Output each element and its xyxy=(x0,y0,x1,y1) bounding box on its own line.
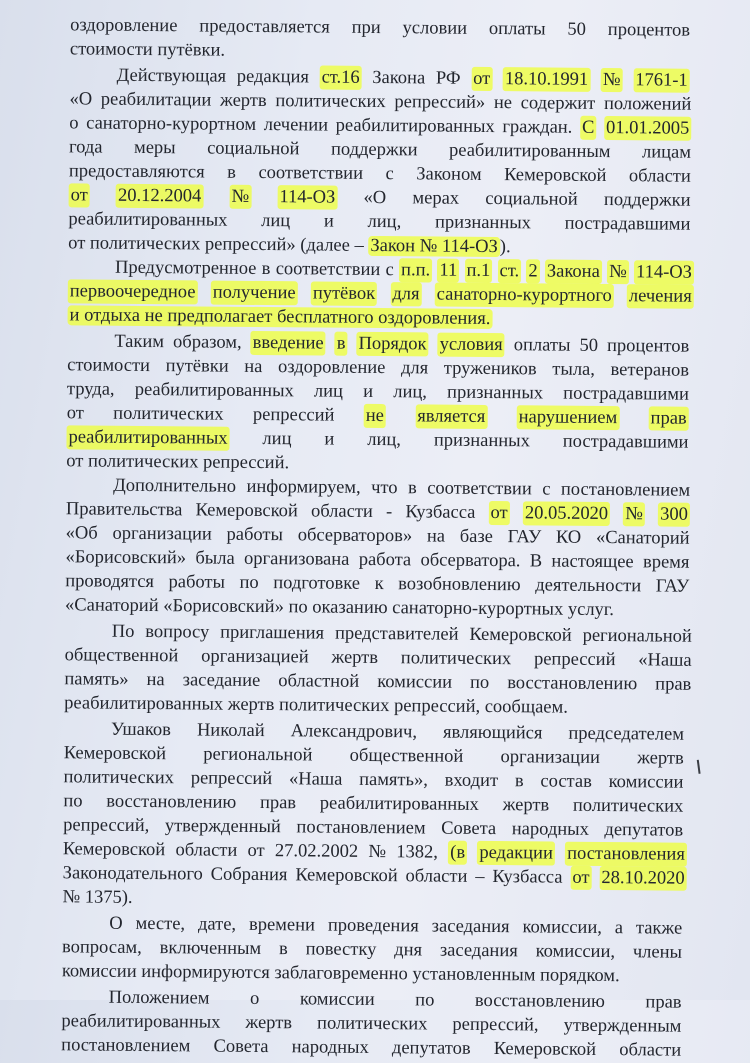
word: постановления xyxy=(565,842,687,867)
word: Кузбасса xyxy=(405,502,476,523)
word: входит xyxy=(444,770,499,792)
word: редакция xyxy=(236,66,310,88)
word: лиц, xyxy=(367,211,402,233)
word: поддержки xyxy=(330,139,418,161)
word: нарушением xyxy=(517,405,620,430)
word: Кемеровской xyxy=(195,500,298,522)
word: репрессий xyxy=(252,404,335,426)
word: 11 xyxy=(437,259,459,283)
word: Законом xyxy=(416,164,482,185)
word: работа xyxy=(358,549,412,571)
word: процентов xyxy=(606,336,690,357)
word: Ушаков xyxy=(110,719,172,741)
word: граждан. xyxy=(502,117,573,138)
word: восстановлению xyxy=(106,791,237,813)
word: по xyxy=(415,990,435,1011)
word: лицам xyxy=(641,142,692,163)
word: в xyxy=(227,162,237,183)
word: возобновлению xyxy=(398,574,521,596)
word: восстановлению xyxy=(507,673,638,695)
word: реабилитированным xyxy=(448,140,611,163)
word: оплаты xyxy=(488,18,546,40)
word: с xyxy=(385,164,394,185)
word: лиц, xyxy=(393,382,428,403)
word: Собрания xyxy=(210,864,288,886)
word: жертв xyxy=(637,748,684,769)
word: депутатов xyxy=(391,1038,471,1059)
word: для xyxy=(400,358,429,379)
word: реабилитированных xyxy=(335,115,495,138)
highlight-mark: и отдыха не предполагает бесплатного оздоровления. xyxy=(69,305,491,329)
word: базе xyxy=(459,526,494,548)
word: Закона xyxy=(545,259,602,283)
text-line: комиссии информируются заблаговременно установленным порядком. xyxy=(61,961,620,987)
word: организации xyxy=(112,523,212,545)
word: ветеранов xyxy=(610,360,690,381)
word: председателем xyxy=(568,723,685,745)
word: времени xyxy=(248,914,316,936)
word: получение xyxy=(211,281,298,306)
word: первоочередное xyxy=(68,279,198,304)
word: области xyxy=(619,1040,682,1061)
word: по xyxy=(469,672,490,694)
word: Закона xyxy=(372,67,426,89)
word: соответствии xyxy=(258,162,364,184)
word: постановлением xyxy=(61,1035,191,1057)
word: от xyxy=(471,67,492,91)
word: 300 xyxy=(658,502,690,526)
word: от xyxy=(570,866,591,890)
word: не xyxy=(493,93,513,114)
word: года xyxy=(68,137,103,158)
word: утвержденный xyxy=(164,816,281,838)
text-line: № 1375). xyxy=(62,887,133,908)
word: реабилитированных xyxy=(68,209,228,231)
word: областной xyxy=(278,671,360,692)
word: соответствии xyxy=(275,259,381,281)
word: и xyxy=(323,211,334,232)
text-line: от политических репрессий» (далее – Закон № 114-ОЗ). xyxy=(68,233,511,258)
word: организована xyxy=(243,548,350,570)
word: п.п. xyxy=(399,258,432,282)
word: к xyxy=(374,574,384,595)
word: «Борисовский» xyxy=(65,547,187,569)
word: от xyxy=(247,840,265,862)
word: социальной xyxy=(207,138,300,160)
word: ст. xyxy=(497,259,521,283)
text-line xyxy=(1,303,750,334)
word: социальной xyxy=(485,188,578,210)
word: в xyxy=(278,939,288,960)
word: приглашения xyxy=(220,622,325,644)
word: реабилитированных xyxy=(61,1011,221,1033)
word: «Наша xyxy=(288,769,343,790)
word: политических xyxy=(316,1013,428,1035)
word: № xyxy=(368,841,387,863)
word: пострадавшими xyxy=(563,383,690,405)
word: № xyxy=(623,502,645,526)
word: память» xyxy=(64,669,129,690)
word: постановлением xyxy=(296,817,426,839)
word: депутатов xyxy=(604,820,684,841)
word: редакции xyxy=(477,841,555,866)
word: по xyxy=(239,572,259,593)
word: репрессий xyxy=(533,649,616,671)
word: организации xyxy=(500,747,601,768)
word: 01.01.2005 xyxy=(604,116,691,141)
word: при xyxy=(351,17,381,39)
word: 1761-1 xyxy=(633,68,690,92)
word: лиц xyxy=(261,210,291,232)
word: стоимости xyxy=(67,355,151,377)
word: 50 xyxy=(579,335,599,356)
word: «Об xyxy=(65,523,98,544)
word: в xyxy=(335,332,348,356)
word: ГАУ xyxy=(507,527,542,548)
word: на xyxy=(426,526,446,547)
word: политических xyxy=(572,795,684,817)
word: «Санаторий xyxy=(595,527,690,549)
word: условии xyxy=(402,18,468,39)
word: политических xyxy=(63,767,175,789)
word: Предусмотренное xyxy=(114,257,257,279)
word: от xyxy=(488,501,509,525)
word: жертв xyxy=(245,1012,293,1034)
word: оплаты xyxy=(513,335,571,356)
word: Кемеровской xyxy=(295,865,398,887)
word: состав xyxy=(540,771,592,792)
word: С xyxy=(580,116,597,140)
word: соответствии xyxy=(427,478,532,500)
word: 27.02.2002 xyxy=(274,841,359,862)
word: память», xyxy=(359,769,428,791)
word: настоящее xyxy=(551,551,634,573)
word: путёвки xyxy=(165,356,229,377)
word: месте, xyxy=(135,913,186,935)
word: и xyxy=(324,429,335,450)
word: В xyxy=(529,551,543,572)
word: 20.05.2020 xyxy=(523,501,610,526)
word: лечения xyxy=(627,284,694,309)
word: Порядок xyxy=(356,332,428,357)
word: лиц xyxy=(262,429,292,450)
word: области xyxy=(628,166,691,187)
word: на xyxy=(146,670,165,691)
word: информируем, xyxy=(246,476,361,498)
word: восстановлению xyxy=(474,990,605,1013)
word: с xyxy=(542,479,551,500)
word: предоставляются xyxy=(68,161,205,183)
word: 20.12.2004 xyxy=(116,184,203,209)
word: лиц, xyxy=(367,429,402,451)
word: в xyxy=(407,478,417,499)
word: условия xyxy=(438,333,505,358)
word: не xyxy=(364,404,386,428)
word: прав xyxy=(648,406,688,430)
word: «Наша xyxy=(638,650,692,671)
word: обсерватора. xyxy=(420,550,521,572)
word: 114-ОЗ xyxy=(277,185,337,210)
text-line: «Санаторий «Борисовский» по оказанию санаторно-курортных услуг. xyxy=(64,595,615,621)
word: народных xyxy=(291,1037,369,1058)
word: области xyxy=(175,840,238,861)
word: региональной xyxy=(203,744,313,766)
word: По xyxy=(111,621,135,642)
word: региональной xyxy=(582,625,692,647)
word: общественной xyxy=(64,645,179,667)
word: комиссии xyxy=(608,772,684,793)
word: о xyxy=(249,988,260,1010)
word: репрессий, xyxy=(63,815,150,837)
word: репрессий, xyxy=(452,1014,539,1036)
text-line: реабилитированных жертв политических репрессий, сообщаем. xyxy=(64,693,568,718)
word: от xyxy=(66,403,84,424)
word: реабилитированных xyxy=(66,425,229,450)
word: тыла, xyxy=(552,359,596,380)
word: была xyxy=(195,548,235,569)
word: заседания xyxy=(439,940,518,962)
word: путёвок xyxy=(311,281,378,306)
word: деятельности xyxy=(535,575,642,597)
word: организацией xyxy=(201,646,309,668)
word: являющийся xyxy=(442,722,543,744)
word: подготовке xyxy=(273,573,361,594)
word: пострадавшими xyxy=(562,431,689,453)
text-line: от политических репрессий. xyxy=(66,451,290,474)
word: политических xyxy=(400,648,512,670)
word: признанных xyxy=(434,212,532,234)
word: 18.10.1991 xyxy=(503,67,590,92)
word: на xyxy=(244,356,263,378)
word: комиссии, xyxy=(522,917,602,938)
word: члены xyxy=(632,942,683,963)
word: Совета xyxy=(213,1036,269,1058)
word: лиц xyxy=(313,381,344,402)
word: Кемеровской xyxy=(469,624,572,646)
text-line: стоимости путёвки. xyxy=(69,39,226,61)
word: политических xyxy=(275,91,386,113)
word: вопросам, xyxy=(61,937,142,958)
word: 2 xyxy=(526,259,539,283)
word: в xyxy=(514,771,524,792)
word: дня xyxy=(394,940,423,961)
word: Совета xyxy=(441,818,497,840)
word: Кузбасса xyxy=(492,867,563,888)
word: что xyxy=(371,477,398,499)
word: меры xyxy=(133,137,176,159)
word: лечении xyxy=(263,115,329,136)
word: является xyxy=(415,404,487,429)
word: Николай xyxy=(196,720,265,742)
word: области xyxy=(310,501,373,522)
word: жертв xyxy=(502,795,550,816)
word: от xyxy=(69,183,90,207)
word: работы xyxy=(168,572,226,593)
word: 114-ОЗ xyxy=(634,260,694,285)
word: РФ xyxy=(435,68,461,89)
word: признанных xyxy=(447,382,544,404)
word: заседания xyxy=(431,916,510,938)
word: репрессий» xyxy=(394,92,486,113)
word: общественной xyxy=(349,745,464,767)
word: по xyxy=(63,791,83,812)
word: обсерваторов» xyxy=(297,525,413,547)
word: оздоровление xyxy=(277,357,386,379)
word: поддержки xyxy=(603,189,691,211)
word: народных xyxy=(511,819,589,840)
word: ГАУ xyxy=(655,576,690,597)
word: комиссии xyxy=(377,672,453,693)
highlight-mark: Закон № 114-ОЗ xyxy=(370,235,498,258)
word: 28.10.2020 xyxy=(599,866,686,891)
word: прав xyxy=(259,793,297,814)
word: тружеников xyxy=(443,358,537,380)
word: Таким xyxy=(114,331,165,353)
word: процентов xyxy=(607,20,691,41)
word: реабилитированных xyxy=(134,379,294,402)
word: проводятся xyxy=(65,571,155,593)
word: предоставляется xyxy=(199,16,330,38)
word: «О xyxy=(69,89,93,110)
word: время xyxy=(642,552,690,573)
word: прав xyxy=(655,674,692,695)
word: 50 xyxy=(567,19,587,40)
word: комиссии xyxy=(299,989,375,1011)
word: санаторно-курортного xyxy=(435,283,614,309)
word: дате, xyxy=(197,914,237,935)
word: для xyxy=(390,282,421,306)
word: О xyxy=(109,913,123,934)
word: Дополнительно xyxy=(113,475,237,497)
word: включенным xyxy=(159,938,262,960)
word: Правительства xyxy=(65,499,183,521)
word: Положением xyxy=(108,987,210,1009)
word: работы xyxy=(226,524,284,546)
word: Законодательного xyxy=(62,863,203,885)
word: представителей xyxy=(334,623,459,645)
word: введение xyxy=(251,331,326,356)
word: и xyxy=(363,381,374,402)
word: – xyxy=(475,866,485,887)
word: Действующая xyxy=(116,65,227,87)
word: вопросу xyxy=(145,622,210,643)
word: (в xyxy=(448,841,467,865)
word: «О xyxy=(363,187,387,209)
word: признанных xyxy=(433,430,530,452)
word: области xyxy=(405,866,468,887)
word: мерах xyxy=(412,188,460,209)
word: реабилитированных xyxy=(319,793,479,815)
word: п.1 xyxy=(464,259,492,283)
word: жертв xyxy=(331,647,379,669)
word: - xyxy=(385,502,393,523)
word: положений xyxy=(603,93,692,115)
word: прав xyxy=(645,992,682,1013)
word: КО xyxy=(555,527,582,548)
word: проведения xyxy=(327,915,419,937)
word: жертв xyxy=(220,90,267,112)
word: репрессий xyxy=(190,768,273,790)
word: Александрович, xyxy=(290,721,418,743)
word: санаторно-курортном xyxy=(86,113,257,135)
word: о xyxy=(69,113,79,134)
word: постановлением xyxy=(560,479,691,501)
word: Кемеровской xyxy=(63,743,167,765)
word: оздоровление xyxy=(70,15,178,37)
word: заседание xyxy=(182,670,261,692)
word: реабилитации xyxy=(100,89,212,111)
word: также xyxy=(635,918,683,939)
word: повестку xyxy=(305,939,377,961)
word: Кемеровской xyxy=(504,165,607,187)
word: с xyxy=(385,260,394,281)
word: ст.16 xyxy=(320,66,362,90)
word: № xyxy=(601,68,623,92)
word: Кемеровской xyxy=(62,839,166,861)
word: № xyxy=(229,185,251,209)
word: Кемеровской xyxy=(493,1039,597,1060)
word: образом, xyxy=(173,332,242,353)
word: комиссии, xyxy=(535,941,616,963)
word: № xyxy=(607,260,629,284)
word: 1382, xyxy=(396,842,439,863)
word: политических xyxy=(113,403,224,425)
word: утвержденным xyxy=(563,1015,682,1037)
word: пострадавшими xyxy=(564,213,691,235)
word: содержит xyxy=(520,93,596,114)
word: в xyxy=(261,259,271,280)
word: а xyxy=(614,918,624,939)
word: труда, xyxy=(66,379,115,400)
